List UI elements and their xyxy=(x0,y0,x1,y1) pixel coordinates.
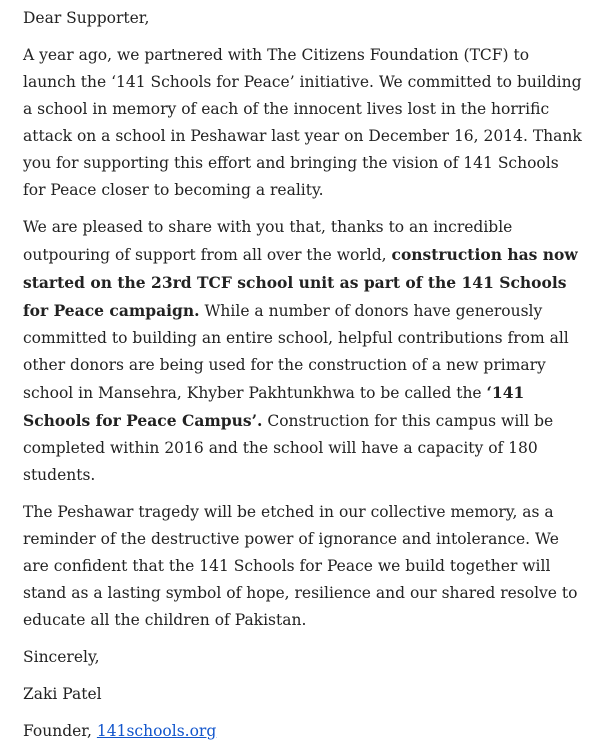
paragraph-construction-end: Construction for this campus will be completed within 2016 and the school will have a capacity of 180 students. xyxy=(23,412,554,484)
signer-title xyxy=(23,718,586,745)
paragraph-closing-thoughts: The Peshawar tragedy will be etched in our collective memory, as a reminder of the destructive power of ignorance and intolerance. We are confident that the 141 Schools for Peace we build together will stand as a lasting symbol of hope, resilience and our shared resolve to educate all the children of Pakistan. xyxy=(23,503,578,629)
paragraph-intro: A year ago, we partnered with The Citizens Foundation (TCF) to launch the ‘141 Schools for Peace’ initiative. We committed to building a school in memory of each of the innocent lives lost in the horrific attack on a school in Peshawar last year on December 16, 2014. Thank you for supporting this effort and bringing the vision of 141 Schools for Peace closer to becoming a reality. xyxy=(23,46,582,199)
paragraph-construction xyxy=(23,214,586,489)
paragraph-construction-middle: While a number of donors have generously committed to building an entire school, helpful contributions from all other donors are being used for the construction of a new primary school in Mansehra, Khyber Pakhtunkhwa to be called the xyxy=(23,302,569,402)
paragraph-construction-intro: We are pleased to share with you that, thanks to an incredible outpouring of support from all over the world, xyxy=(23,218,513,264)
greeting: Dear Supporter, xyxy=(23,9,150,27)
sign-off: Sincerely, xyxy=(23,648,100,666)
campus-name-highlight: ‘141 Schools for Peace Campus’. xyxy=(23,383,525,430)
website-link[interactable]: 141schools.org xyxy=(96,722,217,740)
signer-name: Zaki Patel xyxy=(23,685,102,703)
signer-title-prefix: Founder, xyxy=(23,722,97,740)
construction-highlight: construction has now started on the 23rd TCF school unit as part of the 141 Schools for Peace campaign. xyxy=(23,245,578,320)
